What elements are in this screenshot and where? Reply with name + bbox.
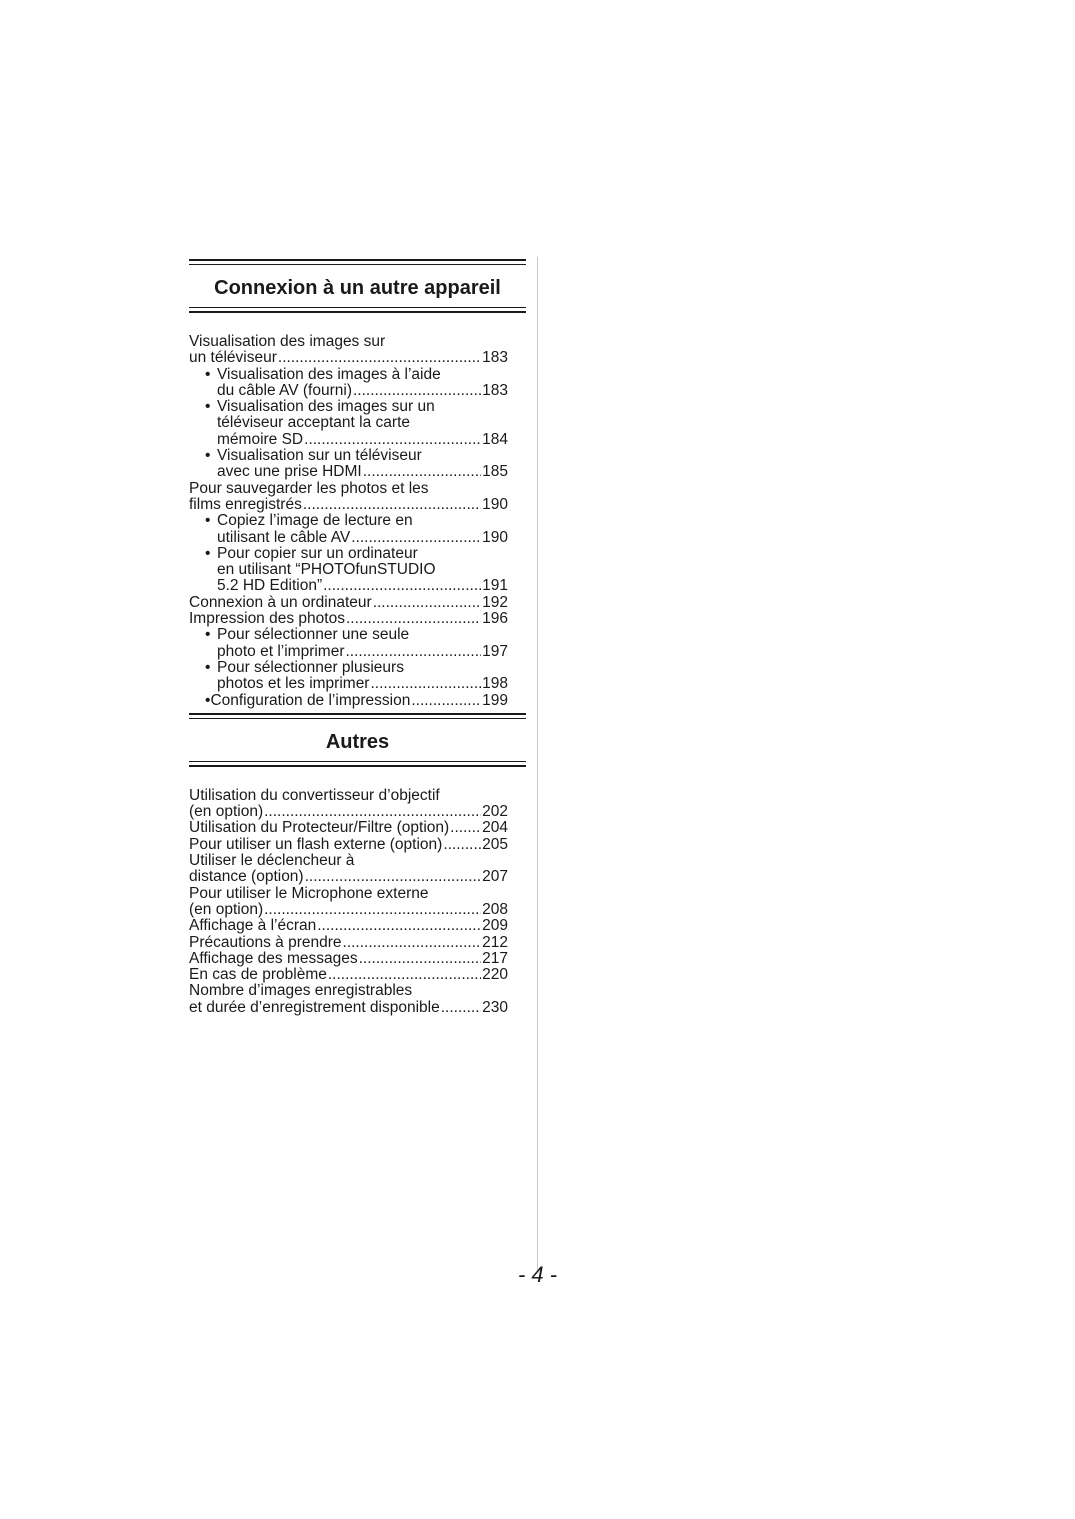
toc-entry-line bbox=[205, 546, 508, 562]
toc-entry-text: utilisant le câble AV bbox=[217, 528, 351, 546]
toc-entry-lastline bbox=[189, 967, 508, 983]
leader-dots bbox=[450, 820, 481, 836]
toc-entry-lastline bbox=[189, 611, 508, 627]
toc-entry-line bbox=[189, 481, 508, 497]
leader-dots bbox=[304, 432, 481, 448]
toc-entry-lastline bbox=[189, 497, 508, 513]
toc-entry-line bbox=[205, 660, 508, 676]
toc-entry-text: (en option) bbox=[189, 900, 264, 918]
toc-entry-text: téléviseur acceptant la carte bbox=[217, 414, 410, 432]
toc-list-autres bbox=[189, 788, 526, 1016]
toc-entry-text: (en option) bbox=[189, 803, 264, 821]
toc-entry-lastline bbox=[189, 837, 508, 853]
page-number: - 4 - bbox=[517, 1262, 558, 1287]
toc-entry[interactable] bbox=[189, 983, 526, 1016]
toc-entry-lastline bbox=[189, 820, 508, 836]
toc-entry-line bbox=[189, 886, 508, 902]
leader-dots bbox=[346, 644, 482, 660]
toc-entry-lastline bbox=[189, 804, 508, 820]
toc-entry[interactable] bbox=[189, 935, 526, 951]
leader-dots bbox=[370, 676, 481, 692]
toc-page-number[interactable]: 192 bbox=[482, 593, 508, 611]
toc-page-number[interactable]: 191 bbox=[482, 577, 508, 595]
toc-entry-text: Utilisation du Protecteur/Filtre (option) bbox=[189, 819, 450, 837]
toc-page-number[interactable]: 198 bbox=[482, 675, 508, 693]
leader-dots bbox=[317, 918, 481, 934]
toc-page-number[interactable]: 205 bbox=[482, 835, 508, 853]
leader-dots bbox=[343, 935, 482, 951]
toc-entry[interactable] bbox=[189, 820, 526, 836]
toc-subentry[interactable] bbox=[189, 660, 526, 693]
toc-subentry[interactable] bbox=[189, 448, 526, 481]
leader-dots bbox=[303, 497, 481, 513]
toc-entry-text: Pour copier sur un ordinateur bbox=[217, 544, 418, 562]
toc-entry-line bbox=[205, 627, 508, 643]
toc-entry-lastline bbox=[205, 676, 508, 692]
bullet-icon: • bbox=[205, 658, 211, 676]
toc-entry[interactable] bbox=[189, 918, 526, 934]
toc-page-number[interactable]: 202 bbox=[482, 803, 508, 821]
toc-subentry[interactable] bbox=[189, 513, 526, 546]
toc-entry-lastline bbox=[205, 693, 508, 709]
toc-entry-lastline bbox=[189, 918, 508, 934]
toc-page-number[interactable]: 184 bbox=[482, 430, 508, 448]
section-rule-top bbox=[189, 713, 526, 719]
toc-entry-text: Utilisation du convertisseur d’objectif bbox=[189, 786, 440, 804]
toc-entry-line bbox=[205, 562, 508, 578]
toc-entry[interactable] bbox=[189, 788, 526, 821]
toc-page-number[interactable]: 185 bbox=[482, 463, 508, 481]
toc-entry-text: photo et l’imprimer bbox=[217, 642, 345, 660]
bullet-icon: • bbox=[205, 398, 211, 416]
leader-dots bbox=[373, 595, 481, 611]
toc-column bbox=[189, 259, 526, 1016]
toc-entry-line bbox=[189, 788, 508, 804]
toc-entry-text: films enregistrés bbox=[189, 495, 302, 513]
toc-entry-line bbox=[205, 448, 508, 464]
toc-entry-text: du câble AV (fourni) bbox=[217, 381, 352, 399]
toc-entry-text: et durée d’enregistrement disponible bbox=[189, 998, 440, 1016]
toc-entry-lastline bbox=[189, 350, 508, 366]
toc-entry-lastline bbox=[189, 869, 508, 885]
toc-entry-text: Visualisation des images sur bbox=[189, 333, 386, 350]
toc-page-number[interactable]: 220 bbox=[482, 966, 508, 984]
bullet-icon: • bbox=[205, 365, 211, 383]
toc-entry[interactable] bbox=[189, 334, 526, 367]
column-divider bbox=[537, 257, 538, 1270]
toc-entry-text: Copiez l’image de lecture en bbox=[217, 512, 413, 530]
toc-entry-line bbox=[205, 415, 508, 431]
toc-entry-line bbox=[205, 399, 508, 415]
toc-entry-text: Visualisation des images à l’aide bbox=[217, 365, 441, 383]
toc-entry-text: Pour sélectionner une seule bbox=[217, 626, 410, 644]
toc-entry-lastline bbox=[189, 595, 508, 611]
leader-dots bbox=[264, 804, 481, 820]
leader-dots bbox=[305, 869, 482, 885]
toc-entry-text: Précautions à prendre bbox=[189, 933, 342, 951]
section-title: Connexion à un autre appareil bbox=[214, 277, 501, 299]
toc-entry-lastline bbox=[205, 464, 508, 480]
leader-dots bbox=[346, 611, 481, 627]
toc-entry[interactable] bbox=[189, 481, 526, 514]
toc-entry-lastline bbox=[205, 644, 508, 660]
leader-dots bbox=[328, 967, 481, 983]
toc-entry-text: Pour utiliser le Microphone externe bbox=[189, 884, 429, 902]
toc-entry[interactable] bbox=[189, 886, 526, 919]
toc-entry[interactable] bbox=[189, 951, 526, 967]
leader-dots bbox=[363, 464, 481, 480]
bullet-icon: • bbox=[205, 512, 211, 530]
toc-entry-text: Nombre d’images enregistrables bbox=[189, 982, 413, 1000]
toc-entry-line bbox=[205, 513, 508, 529]
toc-entry[interactable] bbox=[189, 853, 526, 886]
toc-entry-line bbox=[205, 367, 508, 383]
toc-entry-text: Pour sauvegarder les photos et les bbox=[189, 479, 429, 497]
toc-entry-lastline bbox=[205, 578, 508, 594]
toc-entry-text: photos et les imprimer bbox=[217, 675, 370, 693]
toc-subentry[interactable] bbox=[189, 627, 526, 660]
section-rule-top bbox=[189, 259, 526, 265]
leader-dots bbox=[278, 350, 481, 366]
toc-subentry[interactable] bbox=[189, 546, 526, 595]
toc-entry-text: Pour utiliser un flash externe (option) bbox=[189, 835, 443, 853]
leader-dots bbox=[351, 530, 481, 546]
leader-dots bbox=[443, 837, 481, 853]
toc-entry[interactable] bbox=[189, 837, 526, 853]
toc-entry-lastline bbox=[189, 1000, 508, 1016]
toc-subentry[interactable] bbox=[189, 399, 526, 448]
leader-dots bbox=[441, 1000, 481, 1016]
bullet-icon: • bbox=[205, 691, 211, 709]
toc-entry-text: Affichage à l’écran bbox=[189, 917, 317, 935]
toc-entry-lastline bbox=[189, 935, 508, 951]
toc-entry-text: Affichage des messages bbox=[189, 949, 358, 967]
toc-page-number[interactable]: 183 bbox=[482, 349, 508, 367]
leader-dots bbox=[411, 693, 481, 709]
toc-entry-text: Visualisation sur un téléviseur bbox=[217, 447, 422, 465]
toc-page-number[interactable]: 183 bbox=[482, 381, 508, 399]
toc-subentry[interactable] bbox=[189, 693, 526, 709]
toc-entry-lastline bbox=[189, 902, 508, 918]
toc-page-number[interactable]: 212 bbox=[482, 933, 508, 951]
leader-dots bbox=[264, 902, 481, 918]
toc-entry-text: distance (option) bbox=[189, 868, 304, 886]
toc-entry-text: en utilisant “PHOTOfunSTUDIO bbox=[217, 561, 436, 579]
toc-entry-text: Visualisation des images sur un bbox=[217, 398, 435, 416]
toc-entry-text: mémoire SD bbox=[217, 430, 304, 448]
toc-entry-text: En cas de problème bbox=[189, 966, 327, 984]
toc-page-number[interactable]: 208 bbox=[482, 900, 508, 918]
toc-entry-text: Impression des photos bbox=[189, 610, 345, 628]
leader-dots bbox=[323, 578, 481, 594]
toc-entry-line bbox=[189, 853, 508, 869]
toc-entry-lastline bbox=[205, 432, 508, 448]
toc-entry[interactable] bbox=[189, 967, 526, 983]
toc-entry-text: Utiliser le déclencheur à bbox=[189, 852, 355, 870]
toc-entry[interactable] bbox=[189, 595, 526, 611]
toc-entry-text: Configuration de l’impression bbox=[210, 691, 411, 709]
toc-page-number[interactable]: 196 bbox=[482, 610, 508, 628]
bullet-icon: • bbox=[205, 447, 211, 465]
toc-page-number[interactable]: 190 bbox=[482, 528, 508, 546]
toc-entry-lastline bbox=[205, 530, 508, 546]
toc-entry-text: 5.2 HD Edition” bbox=[217, 577, 323, 595]
toc-page-number[interactable]: 204 bbox=[482, 819, 508, 837]
toc-entry-text: avec une prise HDMI bbox=[217, 463, 362, 481]
toc-entry[interactable] bbox=[189, 611, 526, 627]
toc-list-connexion bbox=[189, 334, 526, 709]
toc-page-number[interactable]: 207 bbox=[482, 868, 508, 886]
section-title: Autres bbox=[325, 730, 390, 753]
toc-page-number[interactable]: 199 bbox=[482, 691, 508, 709]
leader-dots bbox=[353, 383, 481, 399]
toc-entry-line bbox=[189, 334, 508, 350]
toc-entry-text: Pour sélectionner plusieurs bbox=[217, 658, 404, 676]
toc-page-number[interactable]: 217 bbox=[482, 949, 508, 967]
toc-entry-text: un téléviseur bbox=[189, 349, 277, 367]
toc-entry-text: Connexion à un ordinateur bbox=[189, 593, 372, 611]
toc-entry-line bbox=[189, 983, 508, 999]
toc-page-number[interactable]: 190 bbox=[482, 495, 508, 513]
leader-dots bbox=[359, 951, 482, 967]
toc-entry-lastline bbox=[189, 951, 508, 967]
toc-entry-lastline bbox=[205, 383, 508, 399]
toc-page-number[interactable]: 230 bbox=[482, 998, 508, 1016]
toc-subentry[interactable] bbox=[189, 367, 526, 400]
bullet-icon: • bbox=[205, 626, 211, 644]
bullet-icon: • bbox=[205, 544, 211, 562]
toc-page-number[interactable]: 197 bbox=[482, 642, 508, 660]
toc-page-number[interactable]: 209 bbox=[482, 917, 508, 935]
